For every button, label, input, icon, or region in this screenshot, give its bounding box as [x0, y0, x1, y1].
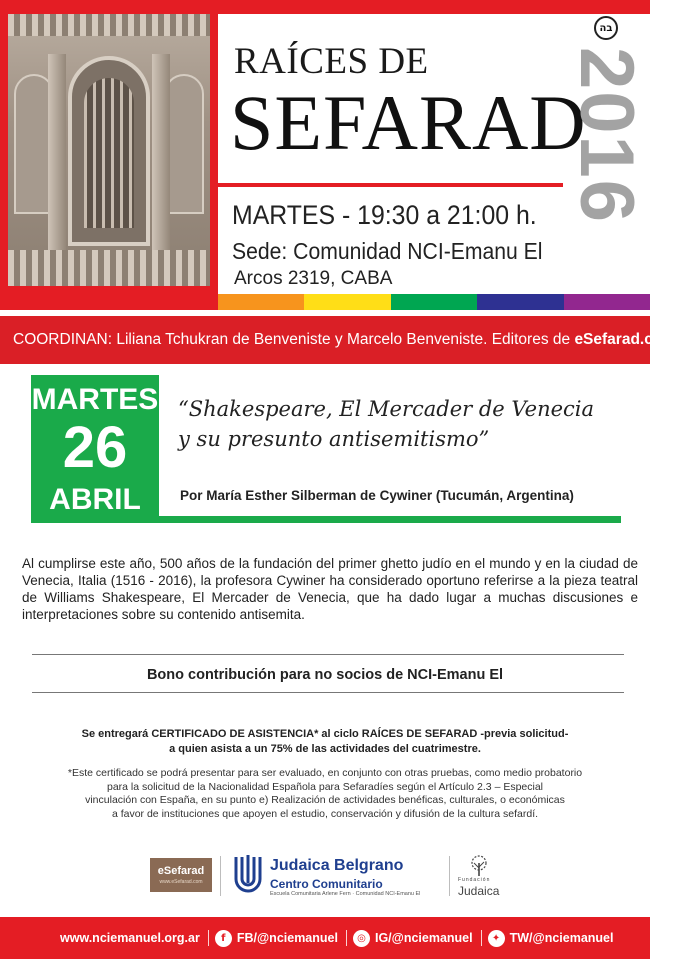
coordinators-text: COORDINAN: Liliana Tchukran de Benveniste y Marcelo Benveniste. Editores de — [13, 331, 571, 348]
note-line-4: a favor de instituciones que apoyen el estudio, conservación y difusión de la cultura sefardí. — [111, 807, 539, 820]
footer-separator — [346, 930, 347, 946]
year-label — [564, 40, 650, 230]
bh-badge: בה — [594, 16, 618, 40]
footer-separator — [208, 930, 209, 946]
event-day: 26 — [62, 415, 128, 480]
talk-title — [178, 394, 594, 454]
judaica-belgrano-detail: Escuela Comunitaria Arlene Fern · Comunidad NCI-Emanu El — [270, 891, 421, 897]
photo-side-arch-right — [164, 74, 204, 214]
venue: Sede: Comunidad NCI-Emanu El — [232, 238, 543, 264]
facebook-link[interactable]: FB/@nciemanuel — [236, 931, 338, 945]
logo-separator — [220, 856, 221, 896]
title-line-1: RAÍCES DE — [234, 41, 429, 82]
rainbow-strip — [218, 294, 650, 310]
schedule: MARTES - 19:30 a 21:00 h. — [232, 200, 537, 230]
certificate-text — [0, 727, 650, 757]
esefarad-logo — [150, 858, 212, 892]
judaica-belgrano-name: Judaica Belgrano — [270, 857, 404, 874]
tree-icon — [466, 855, 492, 877]
esefarad-logo-name: eSefarad — [157, 865, 205, 877]
year-text: 2016 — [564, 46, 650, 224]
note-line-1: *Este certificado se podrá presentar para ser evaluado, en conjunto con otras pruebas, como medio probatorio — [67, 767, 583, 779]
date-box — [31, 375, 159, 523]
rainbow-yellow — [304, 294, 390, 310]
event-divider — [31, 516, 621, 523]
photo-column-left — [48, 54, 66, 254]
title-divider — [218, 183, 563, 187]
address: Arcos 2319, CABA — [234, 268, 393, 289]
certificate-line-2: a quien asista a un 75% de las actividades del cuatrimestre. — [169, 743, 481, 755]
rainbow-orange — [218, 294, 304, 310]
rainbow-purple — [564, 294, 650, 310]
fundacion-judaica-small: Fundación — [458, 877, 491, 883]
footer-separator — [481, 930, 482, 946]
rule-bottom — [32, 692, 624, 693]
certificate-line-1: Se entregará CERTIFICADO DE ASISTENCIA* al ciclo RAÍCES DE SEFARAD -previa solicitud- — [81, 728, 569, 740]
rainbow-green — [391, 294, 477, 310]
photo-window — [84, 78, 134, 228]
judaica-belgrano-sub: Centro Comunitario — [270, 877, 383, 891]
note-line-3: vinculación con España, en su punto e) Realización de actividades benéficas, culturales, o económicas — [85, 794, 565, 806]
coordinators-bar — [0, 316, 676, 364]
photo-frieze-bottom — [8, 250, 210, 286]
synagogue-photo — [8, 14, 210, 286]
twitter-link[interactable]: TW/@nciemanuel — [509, 931, 614, 945]
rule-top — [32, 654, 624, 655]
event-month: ABRIL — [49, 483, 141, 516]
instagram-link[interactable]: IG/@nciemanuel — [374, 931, 473, 945]
facebook-icon: f — [215, 930, 232, 947]
talk-title-line-2: y su presunto antisemitismo” — [178, 427, 490, 451]
fundacion-judaica-name: Judaica — [458, 884, 500, 898]
instagram-icon: ◎ — [353, 930, 370, 947]
judaica-belgrano-logo-icon — [232, 853, 264, 899]
logo-separator-2 — [449, 856, 450, 896]
footer — [0, 917, 650, 959]
photo-column-right — [152, 54, 170, 254]
description: Al cumplirse este año, 500 años de la fundación del primer ghetto judío en el mundo y en la ciudad de Venecia, Italia (1516 - 2016), la profesora Cywiner ha considerado oportuno referirse a la pieza teatral de Williams Shakespeare, El Mercader de Venecia, que ha dado lugar a muchas discusiones e interpretaciones sobre su contenido antisemita. — [22, 556, 638, 622]
talk-title-line-1: “Shakespeare, El Mercader de Venecia — [178, 397, 595, 421]
photo-frieze-top — [8, 14, 210, 36]
rainbow-blue — [477, 294, 563, 310]
bono-text: Bono contribución para no socios de NCI-Emanu El — [146, 667, 504, 683]
esefarad-link[interactable]: eSefarad.com — [574, 331, 676, 348]
title-line-2: SEFARAD — [230, 79, 587, 166]
website-link[interactable]: www.nciemanuel.org.ar — [60, 931, 200, 945]
event-weekday: MARTES — [31, 383, 159, 416]
twitter-icon: ✦ — [488, 930, 505, 947]
esefarad-logo-url: www.eSefarad.com — [159, 879, 203, 885]
speaker: Por María Esther Silberman de Cywiner (Tucumán, Argentina) — [180, 488, 574, 503]
note-line-2: para la solicitud de la Nacionalidad Española para Sefaradíes según el Artículo 2.3 – Especial — [106, 780, 544, 793]
certificate-note — [0, 767, 650, 821]
